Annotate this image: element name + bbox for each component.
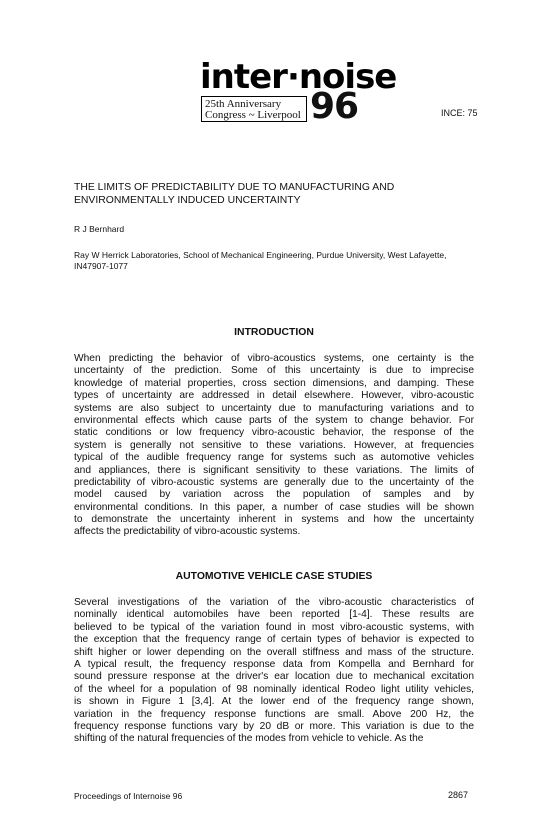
logo-year: 96 [310, 86, 359, 127]
text-line: knowledge of material properties, cross section dimensions, and damping. These [74, 377, 474, 389]
logo-anniversary-box [201, 96, 307, 122]
text-line: Several investigations of the variation of the vibro-acoustic characteristics of [74, 597, 474, 608]
text-line: types of uncertainty are addressed in detail elsewhere. However, vibro-acoustic [74, 390, 474, 402]
text-line: shift higher or lower depending on the overall stiffness and mass of the structure. [74, 646, 474, 658]
text-line: variation in the frequency response functions are small. Above 200 Hz, the [74, 708, 474, 720]
text-line: sound pressure response at the driver's ear location due to mechanical excitation [74, 671, 474, 683]
text-line: static conditions or low frequency vibro-acoustic behavior, the response of the [74, 427, 474, 439]
author-affiliation [74, 250, 494, 272]
text-line: uncertainty of the prediction. Some of this uncertainty is due to imprecise [74, 365, 474, 377]
text-line: of the wheel for a population of 98 nominally identical Rodeo light utility vehicles, [74, 683, 474, 695]
title-line-1: THE LIMITS OF PREDICTABILITY DUE TO MANUFACTURING AND [74, 182, 395, 193]
affiliation-line-1: Ray W Herrick Laboratories, School of Mechanical Engineering, Purdue University, West Lafayette, [74, 250, 447, 260]
text-line: systems are also subject to uncertainty due to manufacturing variations and to [74, 402, 474, 414]
section-heading-introduction: INTRODUCTION [234, 327, 314, 338]
text-line: predictability of vibro-acoustic systems are generally due to the uncertainty of the [74, 476, 474, 488]
text-line: is shown in Figure 1 [3,4]. At the lower end of the frequency range shown, [74, 696, 474, 708]
text-line: typical of the audible frequency range for systems such as automotive vehicles [74, 452, 474, 464]
section-heading-automotive: AUTOMOTIVE VEHICLE CASE STUDIES [175, 571, 373, 582]
logo-box-line2: Congress ~ Liverpool [205, 109, 301, 121]
text-line: frequency response functions vary by 20 dB or more. This variation is due to the [74, 720, 474, 732]
introduction-paragraph [74, 353, 474, 539]
conference-logo [198, 57, 397, 128]
text-line: nominally identical automobiles have been reported [1-4]. These results are [74, 609, 474, 621]
automotive-paragraph [74, 597, 474, 746]
text-line: environmental conditions. In this paper, a number of case studies will be shown [74, 501, 474, 513]
logo-box-line1: 25th Anniversary [205, 98, 282, 110]
page-number: 2867 [448, 790, 469, 800]
text-line: shifting of the natural frequencies of the modes from vehicle to vehicle. As the [74, 733, 424, 745]
text-line: When predicting the behavior of vibro-acoustics systems, one certainty is the [74, 353, 474, 364]
paper-title [74, 181, 494, 207]
text-line: affects the predictability of vibro-acoustic systems. [74, 526, 301, 538]
footer-proceedings: Proceedings of Internoise 96 [74, 791, 183, 801]
author-name: R J Bernhard [74, 224, 125, 234]
title-line-2: ENVIRONMENTALLY INDUCED UNCERTAINTY [74, 195, 301, 206]
logo-wordmark: inter·noise [200, 57, 397, 97]
text-line: environmental effects which cause parts of the system to change behavior. For [74, 414, 474, 426]
ince-code: INCE: 75 [441, 108, 478, 118]
text-line: A typical result, the frequency response data from Kompella and Bernhard for [74, 658, 474, 670]
text-line: system is generally not sensitive to these variations. However, at frequencies [74, 439, 474, 451]
text-line: to demonstrate the uncertainty inherent in systems and how the uncertainty [74, 514, 474, 526]
text-line: the exception that the frequency range of certain types of behavior is expected to [74, 634, 474, 646]
text-line: and appliances, there is significant sensitivity to these variations. The limits of [74, 464, 474, 476]
text-line: model caused by variation across the population of samples and by [74, 489, 474, 501]
text-line: believed to be typical of the variation found in most vibro-acoustic systems, with [74, 621, 474, 633]
affiliation-line-2: IN47907-1077 [74, 261, 128, 271]
